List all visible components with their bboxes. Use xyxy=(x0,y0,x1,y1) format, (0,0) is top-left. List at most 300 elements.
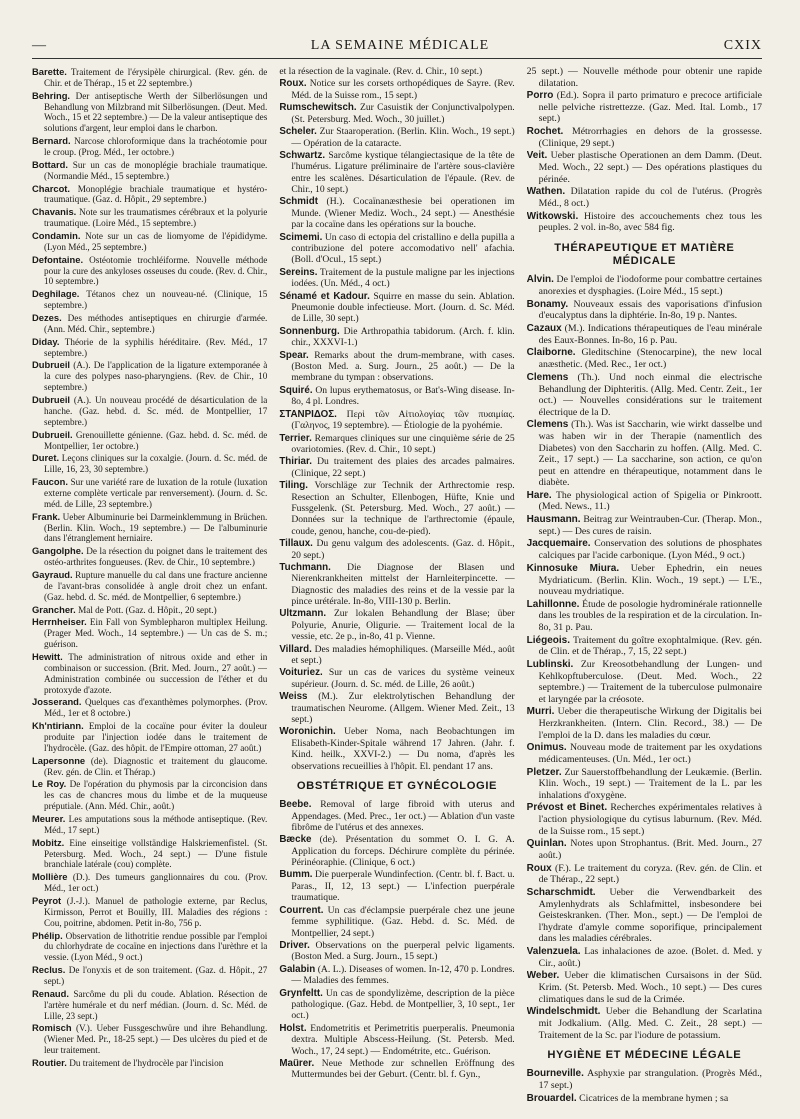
entry-author: Maürer. xyxy=(279,1057,315,1069)
entry-author: Phélip. xyxy=(32,929,63,941)
bibliography-entry xyxy=(32,336,267,359)
entry-text: Dilatation rapide du col de l'utérus. (Progrès Méd., 8 oct.) xyxy=(538,186,762,210)
entry-text: Sur un cas de monoplégie brachiale traumatique. (Normandie Méd., 15 septembre.) xyxy=(44,159,268,181)
bibliography-entry xyxy=(527,563,762,598)
entry-author: Courrent. xyxy=(279,904,324,916)
entry-author: Cazaux xyxy=(526,323,562,335)
entry-text: Note sur un cas de liomyome de l'épididyme. (Lyon Méd., 25 septembre.) xyxy=(44,231,268,252)
entry-text: Ueber die klimatischen Cursaisons in der Süd. Krim. (St. Petersb. Med. Woch., 10 sept.) — Des cures climatiques dans le sud de la Crimée. xyxy=(538,970,762,1005)
entry-author: Hewitt. xyxy=(32,650,63,662)
bibliography-entry xyxy=(527,599,762,634)
entry-text: Zur Casuistik der Conjunctivalpolypen. (St. Petersburg. Med. Woch., 30 juillet.) xyxy=(291,102,515,125)
bibliography-entry xyxy=(32,288,267,311)
entry-author: Galabin xyxy=(279,963,316,975)
bibliography-entry xyxy=(527,767,762,802)
bibliography-entry xyxy=(527,372,762,418)
bibliography-entry xyxy=(527,887,762,945)
entry-text: Περὶ τῶν Αἰτιολογίας τῶν πυαιμίας. (Γαληνος, 19 septembre). — Étiologie de la pyohémie. xyxy=(291,408,515,432)
entry-text: Notes upon Strophantus. (Brit. Med. Journ., 27 août.) xyxy=(538,838,762,862)
entry-text: On lupus erythematosus, or Bat's-Wing disease. In-8o, 4 pl. Londres. xyxy=(291,384,515,408)
entry-text: Eine einseitige vollständige Halskriemenfistel. (St. Petersburg. Med. Woch., 24 sept.) — D'une fistule branchiale latérale (cou) complète. xyxy=(44,837,268,870)
entry-text: (de). Diagnostic et traitement du glaucome. (Rev. gén. de Clin. et Thérap.) xyxy=(44,755,268,777)
entry-author: Faucon. xyxy=(32,476,68,488)
bibliography-entry xyxy=(279,691,514,725)
bibliography-entry xyxy=(279,940,514,963)
bibliography-entry xyxy=(527,514,762,537)
page-number: CXIX xyxy=(723,38,762,53)
bibliography-entry xyxy=(32,813,267,836)
bibliography-entry xyxy=(279,78,514,101)
bibliography-entry xyxy=(279,562,514,607)
entry-author: Veit. xyxy=(526,150,548,162)
entry-text: The administration of nitrous oxide and ether in combinaison or succession. (Brit. Med. Journ., 27 août.) — Administration combinée ou succession de l'éther et du protoxyde d'azote. xyxy=(44,651,268,695)
section-heading: THÉRAPEUTIQUE ET MATIÈRE MÉDICALE xyxy=(554,241,735,268)
bibliography-entry xyxy=(32,964,267,987)
entry-text: (de). Présentation du sommet O. I. G. A. Application du forceps. Déchirure complète du périnée. Périnéoraphie. (Clinique, 6 oct.) xyxy=(291,834,515,869)
entry-author: Reclus. xyxy=(32,964,66,976)
bibliography-entry xyxy=(527,186,762,209)
entry-text: Métrorrhagies en dehors de la grossesse. (Clinique, 29 sept.) xyxy=(538,125,762,149)
bibliography-entry xyxy=(279,150,514,195)
entry-text: Rupture manuelle du cal dans une fracture ancienne de l'avant-bras consolidée à angle droit chez un enfant. (Gaz. hebd. d. Sc. méd. de Montpellier, 6 septembre.) xyxy=(44,569,268,602)
bibliography-entry xyxy=(527,742,762,765)
entry-author: Deghilage. xyxy=(32,288,80,300)
bibliography-entry xyxy=(527,274,762,297)
entry-text: Ueber die Verwendbarkeit des Amylenhydrats als Schlafmittel, insbesondere bei Geisteskranken. (Ther. Mon., sept.) — De l'emploi de l'hydrate d'amyle comme soporifique, principalement dans les maladies cérébrales. xyxy=(538,886,762,945)
entry-author: Barette. xyxy=(32,66,67,77)
entry-author: Diday. xyxy=(32,335,60,347)
entry-text: Zur Staaroperation. (Berlin. Klin. Woch., 19 sept.) — Opération de la cataracte. xyxy=(291,126,515,149)
bibliography-entry xyxy=(527,538,762,561)
entry-author: Bonamy. xyxy=(526,298,569,310)
entry-author: Clemens xyxy=(526,371,569,383)
entry-author: Condamin. xyxy=(32,230,81,242)
bibliography-entry xyxy=(527,946,762,969)
entry-author: Dubrueil xyxy=(32,394,71,406)
bibliography-entry xyxy=(279,232,514,266)
entry-text: (Th.). Was ist Saccharin, wie wirkt dasselbe und was haben wir in der Therapie (namentlich des Diabetes) von den Saccharin zu hoffen. (Allg. Med. C. Zeit., 17 sept.) — La saccharine, son action, ce qu'on peut en attendre en thérapeutique, notamment dans le diabète. xyxy=(538,419,762,489)
bibliography-entry xyxy=(279,834,514,868)
entry-author: Renaud. xyxy=(32,987,69,999)
entry-text: Un cas d'éclampsie puerpérale chez une jeune femme syphilitique. (Gaz. Hebd. d. Sc. Méd. de Montpellier, 24 sept.) xyxy=(291,904,515,939)
entry-author: Hare. xyxy=(526,489,552,501)
entry-author: Prévost et Binet. xyxy=(526,802,608,814)
bibliography-entry xyxy=(32,359,267,393)
entry-author: Wathen. xyxy=(526,186,566,198)
entry-text: Cicatrices de la membrane hymen ; sa xyxy=(579,1092,729,1104)
entry-author: Schmidt xyxy=(279,196,318,208)
entry-author: Josserand. xyxy=(32,696,82,708)
bibliography-entry xyxy=(527,211,762,234)
entry-author: Sénamé et Kadour. xyxy=(279,290,370,302)
bibliography-entry xyxy=(279,1058,514,1081)
entry-author: Le Roy. xyxy=(32,778,67,790)
entry-author: Gayraud. xyxy=(32,568,73,580)
entry-text: Notice sur les corsets orthopédiques de Sayre. (Rev. Méd. de la Suisse rom., 15 sept.) xyxy=(291,78,515,101)
entry-text: Sarcôme du pli du coude. Ablation. Résection de l'artère humérale et du nerf médian. (Journ. d. Sc. Méd. de Lille, 23 sept.) xyxy=(44,988,268,1021)
entry-author: Sonnenburg. xyxy=(279,325,340,337)
entry-text: (Ed.). Sopra il parto primaturo e precoce artificiale nelle pelviche ristrettezze. (Gaz. Med. Ital. Lomb., 17 sept.) xyxy=(538,90,762,125)
entry-author: Terrier. xyxy=(279,432,312,444)
entry-text: De l'emploi de l'iodoforme pour combattre certaines anorexies et dysphagies. (Loire Méd., 15 sept.) xyxy=(538,274,762,298)
bibliography-entry xyxy=(279,267,514,290)
bibliography-entry xyxy=(279,869,514,903)
entry-text: Observation de lithotritie rendue possible par l'emploi du chlorhydrate de cocaïne en injections dans l'urèthre et la vessie. (Lyon Méd., 9 oct.) xyxy=(44,930,268,963)
entry-text: Ostéotomie trochléiforme. Nouvelle méthode pour la cure des ankyloses osseuses du coude. (Rev. d. Chir., 10 septembre.) xyxy=(44,254,268,287)
bibliography-entry xyxy=(32,837,267,871)
entry-text: Grenouillette génienne. (Gaz. hebd. d. Sc. méd. de Montpellier, 1er octobre.) xyxy=(44,429,268,451)
entry-author: Villard. xyxy=(279,643,312,655)
bibliography-entry xyxy=(527,635,762,658)
entry-author: Routier. xyxy=(32,1057,67,1069)
entry-text: Ueber Albuminurie bei Darmeinklemmung in Brüchen. (Berlin. Klin. Woch., 19 septembre.) — De l'albuminurie dans l'étranglement herniaire. xyxy=(44,511,268,544)
column-2 xyxy=(279,66,514,1106)
entry-text: Nouveau mode de traitement par les oxydations médicamenteuses. (Un. Méd., 1er oct.) xyxy=(538,742,762,765)
bibliography-entry xyxy=(32,1057,267,1069)
bibliography-entry xyxy=(32,720,267,754)
entry-text: Théorie de la syphilis héréditaire. (Rev. Méd., 17 septembre.) xyxy=(44,336,268,358)
entry-author: Grynfeltt. xyxy=(279,987,323,999)
entry-author: Clemens xyxy=(526,419,569,431)
entry-author: Hausmann. xyxy=(526,514,581,526)
entry-author: Grancher. xyxy=(32,603,76,615)
entry-text: (F.). Le traitement du coryza. (Rev. gén. de Clin. et de Thérap., 22 sept.) xyxy=(538,862,762,886)
bibliography-entry xyxy=(527,299,762,322)
entry-author: Beebe. xyxy=(279,799,312,811)
entry-text: Gleditschine (Stenocarpine), the new local anæsthetic. (Med. Rec., 1er oct.) xyxy=(538,347,762,371)
bibliography-entry xyxy=(32,988,267,1022)
bibliography-entry xyxy=(32,159,267,182)
entry-text: The physiological action of Spigelia or Pinkroott. (Med. News., 11.) xyxy=(538,489,762,513)
entry-author: Herrnheiser. xyxy=(32,616,87,628)
bibliography-entry xyxy=(279,409,514,432)
bibliography-entry xyxy=(527,347,762,370)
entry-author: Brouardel. xyxy=(526,1092,577,1104)
header-rule xyxy=(32,58,762,59)
entry-text: Narcose chloroformique dans la trachéotomie pour le croup. (Prog. Méd., 1er octobre.) xyxy=(44,136,268,158)
bibliography-entry xyxy=(527,863,762,886)
entry-text: Mal de Pott. (Gaz. d. Hôpit., 20 sept.) xyxy=(78,604,217,615)
entry-text: Emploi de la cocaïne pour éviter la douleur produite par l'injection iodée dans le traitement de l'hydrocèle. (Gaz. des hôpit. de l'Empire ottoman, 27 août.) xyxy=(44,721,268,753)
entry-text: Du traitement des plaies des arcades palmaires. (Clinique, 22 sept.) xyxy=(291,456,515,479)
entry-text: Asphyxie par strangulation. (Progrès Méd., 17 sept.) xyxy=(538,1068,762,1092)
bibliography-entry xyxy=(32,696,267,719)
entry-text: Las inhalaciones de azoe. (Bolet. d. Med. y Cir., août.) xyxy=(538,945,762,969)
entry-author: Defontaine. xyxy=(32,253,84,265)
entry-author: Lapersonne xyxy=(32,754,86,766)
bibliography-entry xyxy=(527,126,762,149)
entry-text: Tétanos chez un nouveau-né. (Clinique, 15 septembre.) xyxy=(44,289,268,311)
entry-author: Squiré. xyxy=(279,384,313,396)
entry-author: Driver. xyxy=(279,939,310,951)
bibliography-entry xyxy=(279,608,514,642)
entry-text: Remarks about the drum-membrane, with cases. (Boston Med. a. Surg. Journ., 25 août.) — De la membrane du tympan : observations. xyxy=(291,349,515,384)
bibliography-entry xyxy=(32,254,267,288)
bibliography-entry xyxy=(527,802,762,837)
bibliography-entry xyxy=(32,312,267,335)
section-heading: HYGIÈNE ET MÉDECINE LÉGALE xyxy=(547,1049,742,1062)
bibliography-entry xyxy=(279,480,514,537)
entry-text: Les amputations sous la méthode antiseptique. (Rev. Méd., 17 sept.) xyxy=(44,814,268,835)
entry-text: (A. L.). Diseases of women. In-12, 470 p. Londres. — Maladies des femmes. xyxy=(291,963,515,987)
entry-author: Holst. xyxy=(279,1022,307,1034)
entry-author: Kh'ntiriann. xyxy=(32,720,84,732)
entry-author: Dezes. xyxy=(32,312,62,324)
bibliography-entry xyxy=(279,964,514,987)
entry-text: (H.). Cocaïnanæsthesie bei operationen im Munde. (Wiener Mediz. Woch., 24 sept.) — Anesthésie par la cocaïne dans les opérations sur la bouche. xyxy=(291,196,515,231)
bibliography-entry xyxy=(32,90,267,134)
bibliography-entry xyxy=(527,419,762,489)
entry-author: ΣΤΑΝΡΙΔΟΣ. xyxy=(279,408,337,420)
bibliography-entry xyxy=(279,905,514,939)
entry-author: Pletzer. xyxy=(526,766,562,778)
entry-text: Neue Methode zur schnellen Eröffnung des Muttermundes bei der Geburt. (Centr. bl. f. Gyn., xyxy=(291,1057,515,1081)
entry-text: Un cas de spondylizème, description de la pièce pathologique. (Gaz. Hebd. de Montpellier, 3, 10 sept., 1er oct.) xyxy=(291,987,515,1022)
entry-author: Alvin. xyxy=(526,274,554,286)
bibliography-entry xyxy=(32,135,267,158)
entry-text: De l'onyxis et de son traitement. (Gaz. d. Hôpit., 27 sept.) xyxy=(44,965,268,987)
bibliography-entry xyxy=(32,183,267,206)
entry-text: Zur Sauerstoffbehandlung der Leukæmie. (Berlin. Klin. Woch., 19 sept.) — Traitement de la L. par les inhalations d'oxygène. xyxy=(538,766,762,801)
bibliography-entry xyxy=(279,988,514,1022)
entry-author: Bæcke xyxy=(279,834,312,846)
entry-text: Ueber Noma, nach Beobachtungen im Elisabeth-Kinder-Spitale während 17 Jahren. (Jahr. f. Kind. heilk., XXVI-2.) — Du noma, d'après les observations recueillies à l'hôpit. El. pendant 17 ans. xyxy=(291,726,515,772)
entry-text: Die puerperale Wundinfection. (Centr. bl. f. Bact. u. Paras., II, 12, 13 sept.) — L'infection puerpérale traumatique. xyxy=(291,869,515,904)
bibliography-entry xyxy=(32,778,267,812)
entry-text: Beitrag zur Weintrauben-Cur. (Therap. Mon., sept.) — Des cures de raisin. xyxy=(538,514,762,537)
entry-text: (M.). Zur elektrolytischen Behandlung der traumatischen Neurome. (Allgem. Wiener Med. Zeit., 13 sept.) xyxy=(291,691,515,726)
entry-author: Ultzmann. xyxy=(279,608,327,620)
bibliography-entry xyxy=(32,206,267,229)
entry-author: Rochet. xyxy=(526,125,564,137)
entry-author: Bottard. xyxy=(32,158,68,170)
entry-text: (J.-J.). Manuel de pathologie externe, par Reclus, Kirmisson, Perrot et Bouilly, III. Maladies des régions : Cou, poitrine, abdomen. Petit in-8o, 756 p. xyxy=(44,896,268,928)
bibliography-entry xyxy=(32,569,267,603)
bibliography-entry xyxy=(279,667,514,690)
entry-author: Dubrueil. xyxy=(32,428,73,440)
entry-author: Dubrueil xyxy=(32,359,71,371)
entry-text: Quelques cas d'exanthèmes polymorphes. (Prov. Méd., 1er et 8 octobre.) xyxy=(44,697,268,719)
entry-text: Die Arthropathia tabidorum. (Arch. f. klin. chir., XXXVI-1.) xyxy=(291,325,515,349)
bibliography-entry xyxy=(279,385,514,408)
bibliography-entry xyxy=(527,1093,762,1105)
entry-text: Des méthodes antiseptiques en chirurgie d'armée. (Ann. Méd. Chir., septembre.) xyxy=(44,313,268,334)
bibliography-entry xyxy=(32,604,267,616)
bibliography-entry xyxy=(279,196,514,230)
entry-text: 25 sept.) — Nouvelle méthode pour obtenir une rapide dilatation. xyxy=(526,66,762,89)
bibliography-entry xyxy=(279,538,514,561)
entry-author: Rumschewitsch. xyxy=(279,102,357,114)
bibliography-entry xyxy=(279,799,514,833)
bibliography-entry xyxy=(279,291,514,325)
entry-author: Jacquemaire. xyxy=(526,538,591,550)
entry-author: Liégeois. xyxy=(526,634,571,646)
entry-text: Recherches expérimentales relatives à l'action physiologique du cytisus laburnum. (Rev. Méd. de la Suisse rom., 15 sept.) xyxy=(538,802,762,837)
entry-text: Endometritis et Perimetritis puerperalis. Pneumonia dextra. Multiple Abscess-Heilung. (St. Petersb. Med. Woch., 17, 24 sept.) — Endométrite, etc.. Guérison. xyxy=(291,1022,515,1057)
entry-text: Zur Kreosotbehandlung der Lungen- und Kehlkopftuberculose. (Deut. Med. Woch., 22 septembre.) — Traitement de la tuberculose pulmonaire et laryngée par la créosote. xyxy=(538,658,762,705)
entry-text: Ein Fall von Symblepharon multiplex Heilung. (Prager Med. Woch., 14 septembre.) — Un cas de S. m.; guérison. xyxy=(44,617,268,650)
entry-author: Sereins. xyxy=(279,266,318,278)
entry-author: Spear. xyxy=(279,349,309,361)
bibliography-entry xyxy=(32,930,267,964)
bibliography-entry xyxy=(279,433,514,456)
entry-author: Tiling. xyxy=(279,480,308,492)
entry-text: Die Diagnose der Blasen und Nierenkrankheiten mittelst der Harnleiterpincette. — Diagnostic des maladies des reins et de la vessie par la pince urétérale. In-8o, VIII-130 p. Berlin. xyxy=(291,561,515,608)
entry-text: (M.). Indications thérapeutiques de l'eau minérale des Eaux-Bonnes. In-8o, 16 p. Pau. xyxy=(538,323,762,346)
entry-author: Bernard. xyxy=(32,135,71,147)
entry-author: Weber. xyxy=(526,970,560,982)
entry-author: Tillaux. xyxy=(279,538,313,550)
entry-text: Étude de posologie hydrominérale rationnelle dans les troubles de la respiration et de la circulation. In-8o, 31 p. Pau. xyxy=(538,598,762,633)
entry-author: Frank. xyxy=(32,510,61,522)
entry-author: Porro xyxy=(526,90,554,102)
entry-text: Traitement du goître exophtalmique. (Rev. gén. de Clin. et de Thérap., 7, 15, 22 sept.) xyxy=(538,634,762,658)
entry-author: Scheler. xyxy=(279,126,317,138)
entry-author: Meurer. xyxy=(32,813,66,824)
entry-author: Kinnosuke Miura. xyxy=(526,562,620,574)
entry-text: Un caso di ectopia del cristallino e della pupilla a contribuzione del potere accomodativo nell' afachia. (Boll. d'Ocul., 15 sept.) xyxy=(291,231,515,266)
entry-text: Sarcôme kystique télangiectasique de la tête de l'humérus. Ligature préliminaire de l'artère sous-clavière entre les scalènes. Désarticulation de l'épaule. (Rev. de Chir., 10 sept.) xyxy=(291,149,515,196)
entry-author: Voituriez. xyxy=(279,667,323,679)
bibliography-entry xyxy=(279,644,514,667)
entry-text: (Th.). Und noch einmal die electrische Behandlung der Diphteritis. (Allg. Med. Centr. Zeit., 1er oct.) — Nouvelles considérations sur le traitement électrique de la D. xyxy=(538,371,762,418)
entry-author: Peyrot xyxy=(32,895,62,907)
entry-text: De la résection du poignet dans le traitement des ostéo-arthrites fongueuses. (Rev. de Chir., 10 septembre.) xyxy=(44,546,268,568)
entry-author: Scimemi. xyxy=(279,231,323,243)
entry-author: Claiborne. xyxy=(526,347,576,359)
header-left-mark: — xyxy=(32,38,47,53)
column-1 xyxy=(32,66,267,1106)
bibliography-entry xyxy=(32,476,267,510)
entry-text: Monoplégie brachiale traumatique et hystéro-traumatique. (Gaz. d. Hôpit., 29 septembre.) xyxy=(44,183,268,205)
entry-author: Lahillonne. xyxy=(526,598,580,610)
bibliography-entry xyxy=(527,1068,762,1091)
entry-text: Removal of large fibroid with uterus and Appendages. (Med. Prec., 1er oct.) — Ablation d'un vaste fibrôme de l'utérus et des annexes. xyxy=(291,799,515,833)
entry-text: Sur un cas de varices du système veineux supérieur. (Journ. d. Sc. méd. de Lille, 26 août.) xyxy=(291,667,515,690)
bibliography-entry xyxy=(32,66,267,89)
entry-text: Squirre en masse du sein. Ablation. Pneumonie double infectieuse. Mort. (Journ. d. Sc. Méd. de Lille, 30 sept.) xyxy=(291,290,515,325)
entry-text: Observations on the puerperal pelvic ligaments. (Boston Med. a Surg. Journ., 15 sept.) xyxy=(291,939,515,963)
entry-text: Sur une variété rare de luxation de la rotule (luxation externe complète verticale par renversement). (Journ. d. Sc. méd. de Lille, 23 septembre.) xyxy=(44,477,268,509)
bibliography-entry xyxy=(32,1022,267,1056)
bibliography-entry xyxy=(527,490,762,513)
bibliography-entry xyxy=(527,970,762,1005)
entry-author: Bourneville. xyxy=(526,1068,584,1080)
entry-author: Witkowski. xyxy=(526,210,579,222)
page-title: LA SEMAINE MÉDICALE xyxy=(310,38,490,53)
entry-text: Conservation des solutions de phosphates calciques par l'acide carbonique. (Lyon Méd., 9 oct.) xyxy=(538,538,762,562)
bibliography-entry xyxy=(32,651,267,695)
column-3 xyxy=(527,66,762,1106)
entry-text: Der antiseptische Werth der Silberlösungen und Behandlung von Milzbrand mit Silberlösungen. (Deut. Med. Woch., 15 et 22 septembre.) — De la valeur antiseptique des solutions d'argent, leur emploi dans le charbon. xyxy=(44,90,268,134)
bibliography-entry xyxy=(279,456,514,479)
entry-author: Quinlan. xyxy=(526,838,567,850)
bibliography-entry xyxy=(527,1006,762,1041)
columns-container xyxy=(32,66,762,1106)
bibliography-entry xyxy=(527,66,762,89)
entry-author: Gangolphe. xyxy=(32,545,84,557)
entry-author: Charcot. xyxy=(32,182,71,194)
entry-text: De l'opération du phymosis par la circoncision dans les cas de chancres mous du limbe et de la muqueuse préputiale. (Ann. Méd. Chir., août.) xyxy=(44,779,268,812)
entry-text: et la résection de la vaginale. (Rev. d. Chir., 10 sept.) xyxy=(279,66,483,77)
bibliography-entry xyxy=(279,326,514,349)
bibliography-entry xyxy=(32,394,267,428)
entry-text: Note sur les traumatismes cérébraux et la polyurie traumatique. (Loire Méd., 15 septembre.) xyxy=(44,207,268,229)
bibliography-entry xyxy=(32,755,267,778)
entry-text: Histoire des accouchements chez tous les peuples. 2 vol. in-8o, avec 584 fig. xyxy=(538,210,762,234)
entry-author: Chavanis. xyxy=(32,206,77,218)
entry-text: (D.). Des tumeurs ganglionnaires du cou. (Prov. Méd., 1er oct.) xyxy=(44,872,268,894)
entry-text: Remarques cliniques sur une cinquième série de 25 ovariotomies. (Rev. d. Chir., 10 sept.) xyxy=(291,432,515,456)
bibliography-entry xyxy=(527,90,762,125)
entry-author: Tuchmann. xyxy=(279,561,331,573)
entry-author: Windelschmidt. xyxy=(526,1006,601,1018)
entry-text: Ueber Ephedrin, ein neues Mydriaticum. (Berlin. Klin. Woch., 19 sept.) — L'E., nouveau mydriatique. xyxy=(538,562,762,598)
bibliography-entry xyxy=(279,350,514,384)
bibliography-entry xyxy=(32,230,267,253)
bibliography-entry xyxy=(279,726,514,771)
entry-text: Du genu valgum des adolescents. (Gaz. d. Hôpit., 20 sept.) xyxy=(291,538,515,561)
bibliography-entry xyxy=(527,706,762,741)
entry-author: Schwartz. xyxy=(279,149,326,161)
bibliography-entry xyxy=(32,511,267,545)
entry-author: Onimus. xyxy=(526,742,567,754)
bibliography-entry xyxy=(32,545,267,568)
bibliography-entry xyxy=(527,150,762,185)
entry-author: Scharschmidt. xyxy=(526,886,596,898)
entry-author: Weiss xyxy=(279,691,308,703)
bibliography-entry xyxy=(279,66,514,77)
bibliography-entry xyxy=(32,895,267,929)
entry-author: Lublinski. xyxy=(526,658,574,670)
bibliography-entry xyxy=(32,429,267,452)
entry-text: Traitement de la pustule maligne par les injections iodées. (Un. Méd., 4 oct.) xyxy=(291,266,515,290)
entry-text: (A.). De l'application de la ligature extemporanée à la cure des polypes naso-pharyngiens. (Rev. de Chir., 10 septembre.) xyxy=(44,360,268,393)
entry-author: Roux xyxy=(526,862,552,874)
entry-text: Traitement de l'érysipèle chirurgical. (Rev. gén. de Chir. et de Thérap., 15 et 22 septembre.) xyxy=(44,67,268,88)
entry-text: Ueber die therapeutische Wirkung der Digitalis bei Herzkrankheiten. (Intern. Clin. Record., 38.) — De l'emploi de la D. dans les maladies du cœur. xyxy=(538,706,762,741)
bibliography-entry xyxy=(32,452,267,475)
entry-author: Romisch xyxy=(32,1022,72,1034)
entry-author: Duret. xyxy=(32,452,60,464)
bibliography-entry xyxy=(527,838,762,861)
bibliography-entry xyxy=(279,102,514,125)
entry-text: Du traitement de l'hydrocèle par l'incision xyxy=(69,1058,224,1069)
entry-text: Des maladies hémophiliques. (Marseille Méd., août et sept.) xyxy=(291,643,515,667)
entry-text: (A.). Un nouveau procédé de désarticulation de la hanche. (Gaz. hebd. d. Sc. méd. de Montpellier, 17 septembre.) xyxy=(44,395,268,427)
bibliography-entry xyxy=(279,126,514,149)
entry-author: Roux. xyxy=(279,78,307,90)
entry-text: Zur lokalen Behandlung der Blase; über Polyurie, Anurie, Oligurie. — Traitement local de la vessie, etc. 2e p., in-8o, 41 p. Vienne. xyxy=(291,608,515,643)
entry-text: (V.). Ueber Fussgeschwüre und ihre Behandlung. (Wiener Med. Pr., 18-25 sept.) — Des ulcères du pied et de leur traitement. xyxy=(44,1023,268,1056)
entry-author: Mollière xyxy=(32,871,68,883)
entry-text: Ueber plastische Operationen an dem Damm. (Deut. Med. Woch., 22 sept.) — Des opérations plastiques du périnée. xyxy=(538,150,762,185)
bibliography-entry xyxy=(279,1023,514,1057)
bibliography-entry xyxy=(32,616,267,650)
entry-author: Thiriar. xyxy=(279,456,312,468)
entry-text: Nouveaux essais des vaporisations d'infusion d'eucalyptus dans la diphtérie. In-8o, 19 p. Nantes. xyxy=(538,298,762,322)
entry-author: Mobitz. xyxy=(32,836,65,848)
entry-text: Leçons cliniques sur la coxalgie. (Journ. d. Sc. méd. de Lille, 16, 23, 30 septembre.) xyxy=(44,453,268,475)
entry-author: Behring. xyxy=(32,89,71,101)
entry-text: Ueber die Behandlung der Scarlatina mit Jodkalium. (Allg. Med. C. Zeit., 28 sept.) — Traitement de la Sc. par l'iodure de potassium. xyxy=(538,1006,762,1041)
section-heading: OBSTÉTRIQUE ET GYNÉCOLOGIE xyxy=(296,779,498,792)
entry-author: Murri. xyxy=(526,706,555,718)
bibliography-entry xyxy=(527,323,762,346)
bibliography-entry xyxy=(32,871,267,894)
entry-author: Valenzuela. xyxy=(526,945,581,957)
entry-author: Woronichin. xyxy=(279,726,336,738)
